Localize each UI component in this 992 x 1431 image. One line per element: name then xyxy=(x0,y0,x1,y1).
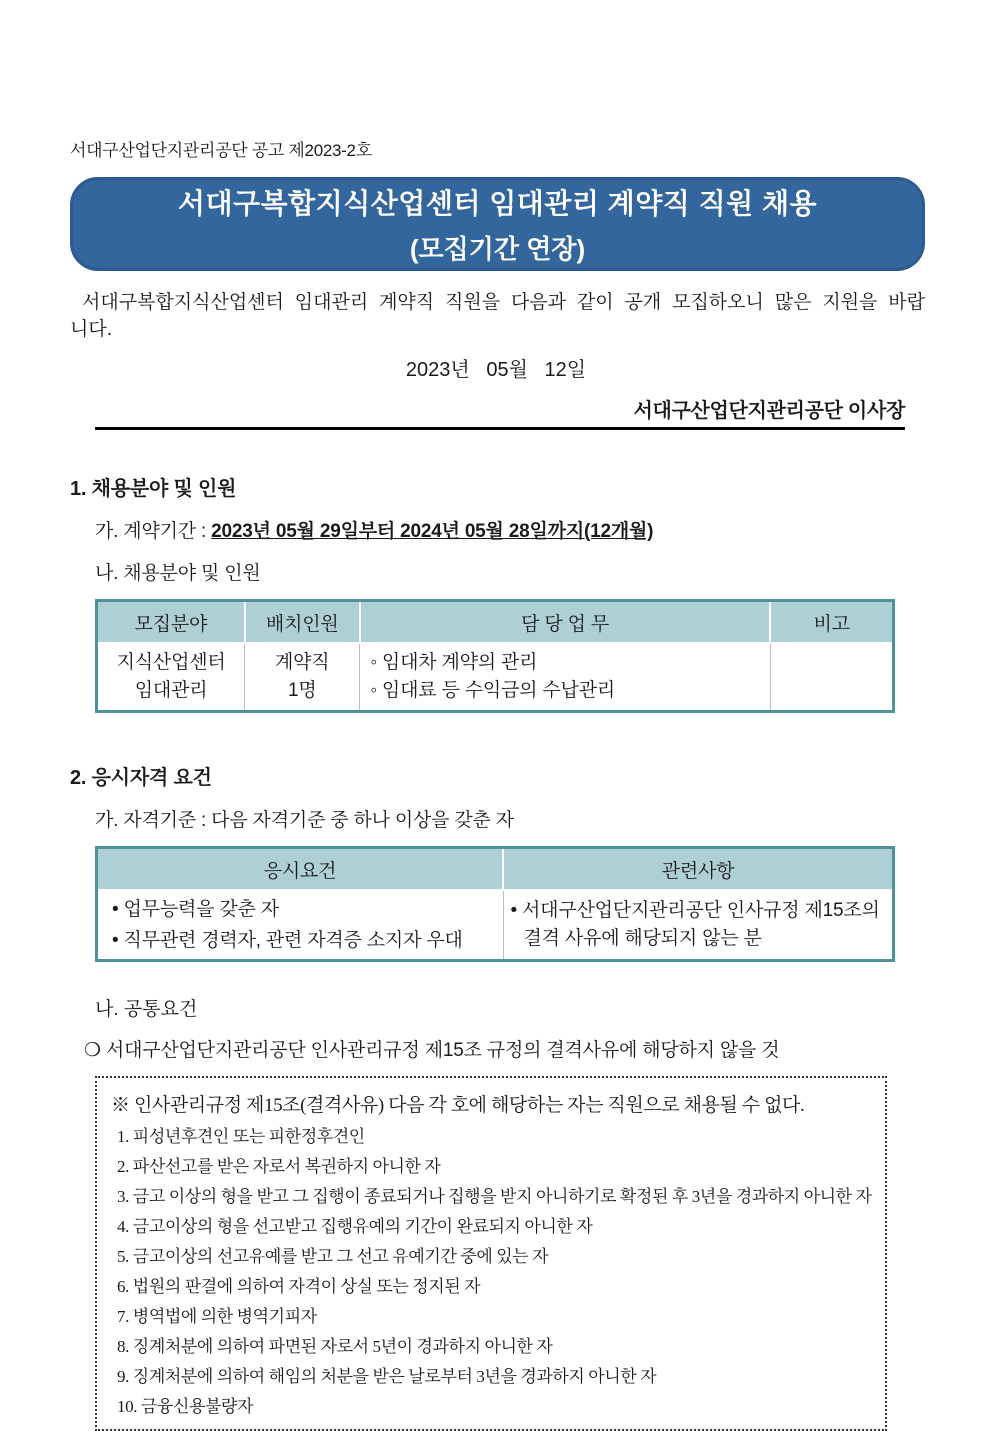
col-header-note: 비고 xyxy=(770,601,893,644)
recruitment-table xyxy=(95,599,895,713)
cell-field xyxy=(97,643,245,712)
col-header-count: 배치인원 xyxy=(245,601,360,644)
disqualification-item: 1. 피성년후견인 또는 피한정후견인 xyxy=(117,1127,365,1146)
count-line1: 계약직 xyxy=(275,652,330,673)
common-requirement: ❍ 서대구산업단지관리공단 인사관리규정 제15조 규정의 결격사유에 해당하지 않을 것 xyxy=(84,1040,780,1061)
section1-sub-na: 나. 채용분야 및 인원 xyxy=(95,563,261,584)
disqualification-item: 10. 금융신용불량자 xyxy=(117,1397,254,1416)
disqualification-box xyxy=(95,1076,887,1431)
requirement-item: • 업무능력을 갖춘 자 xyxy=(112,899,279,920)
col-header-field: 모집분야 xyxy=(97,601,245,644)
requirement-item: • 직무관련 경력자, 관련 자격증 소지자 우대 xyxy=(112,930,463,951)
qualification-table xyxy=(95,846,895,962)
count-line2: 1명 xyxy=(287,680,317,701)
duty-item: ◦ 임대료 등 수익금의 수납관리 xyxy=(370,680,616,701)
cell-requirements xyxy=(97,890,504,961)
signature-rule xyxy=(95,427,905,430)
disqualification-item: 5. 금고이상의 선고유예를 받고 그 선고 유예기간 중에 있는 자 xyxy=(117,1247,549,1266)
title-banner xyxy=(70,177,925,271)
notice-number: 서대구산업단지관리공단 공고 제2023-2호 xyxy=(70,141,372,160)
disqualification-item: 6. 법원의 판결에 의하여 자격이 상실 또는 정지된 자 xyxy=(117,1277,481,1296)
contract-period-value: 2023년 05월 29일부터 2024년 05월 28일까지(12개월) xyxy=(211,521,654,542)
banner-title-line1: 서대구복합지식산업센터 임대관리 계약직 직원 채용 xyxy=(177,188,818,219)
intro-paragraph: 서대구복합지식산업센터 임대관리 계약직 직원을 다음과 같이 공개 모집하오니 많은 지원을 바랍니다. xyxy=(70,292,925,340)
section2-heading: 2. 응시자격 요건 xyxy=(70,767,212,789)
cell-note xyxy=(770,643,893,712)
disqualification-intro: ※ 인사관리규정 제15조(결격사유) 다음 각 호에 해당하는 자는 직원으로 채용될 수 없다. xyxy=(111,1095,805,1116)
cell-related: • 서대구산업단지관리공단 인사규정 제15조의 결격 사유에 해당되지 않는 분 xyxy=(503,890,894,961)
field-line1: 지식산업센터 xyxy=(116,652,226,673)
cell-count xyxy=(245,643,360,712)
col-header-related: 관련사항 xyxy=(503,848,894,891)
disqualification-item: 3. 금고 이상의 형을 받고 그 집행이 종료되거나 집행을 받지 아니하기로 확정된 후 3년을 경과하지 아니한 자 xyxy=(117,1187,872,1206)
col-header-duties: 담 당 업 무 xyxy=(360,601,771,644)
section1-heading: 1. 채용분야 및 인원 xyxy=(70,478,237,500)
qualification-table-header-row xyxy=(97,848,894,891)
banner-title-line2: (모집기간 연장) xyxy=(409,234,586,264)
field-line2: 임대관리 xyxy=(134,680,208,701)
disqualification-item: 2. 파산선고를 받은 자로서 복권하지 아니한 자 xyxy=(117,1157,441,1176)
signature-title: 서대구산업단지관리공단 이사장 xyxy=(633,400,905,422)
disqualification-item: 8. 징계처분에 의하여 파면된 자로서 5년이 경과하지 아니한 자 xyxy=(117,1337,553,1356)
recruitment-table-row xyxy=(97,643,894,712)
col-header-requirements: 응시요건 xyxy=(97,848,504,891)
contract-period-label: 가. 계약기간 : xyxy=(95,521,212,542)
qualification-table-row xyxy=(97,890,894,961)
contract-period-line xyxy=(95,516,925,543)
cell-duties xyxy=(360,643,771,712)
section2-sub-ga: 가. 자격기준 : 다음 자격기준 중 하나 이상을 갖춘 자 xyxy=(95,810,514,831)
announcement-date: 2023년 05월 12일 xyxy=(405,359,587,381)
requirement-list xyxy=(112,894,502,956)
disqualification-item: 4. 금고이상의 형을 선고받고 집행유예의 기간이 완료되지 아니한 자 xyxy=(117,1217,593,1236)
duty-item: ◦ 임대차 계약의 관리 xyxy=(370,652,538,673)
section2-sub-na: 나. 공통요건 xyxy=(95,999,198,1020)
disqualification-item: 7. 병역법에 의한 병역기피자 xyxy=(117,1307,317,1326)
disqualification-item: 9. 징계처분에 의하여 해임의 처분을 받은 날로부터 3년을 경과하지 아니한 자 xyxy=(117,1367,657,1386)
recruitment-table-header-row xyxy=(97,601,894,644)
